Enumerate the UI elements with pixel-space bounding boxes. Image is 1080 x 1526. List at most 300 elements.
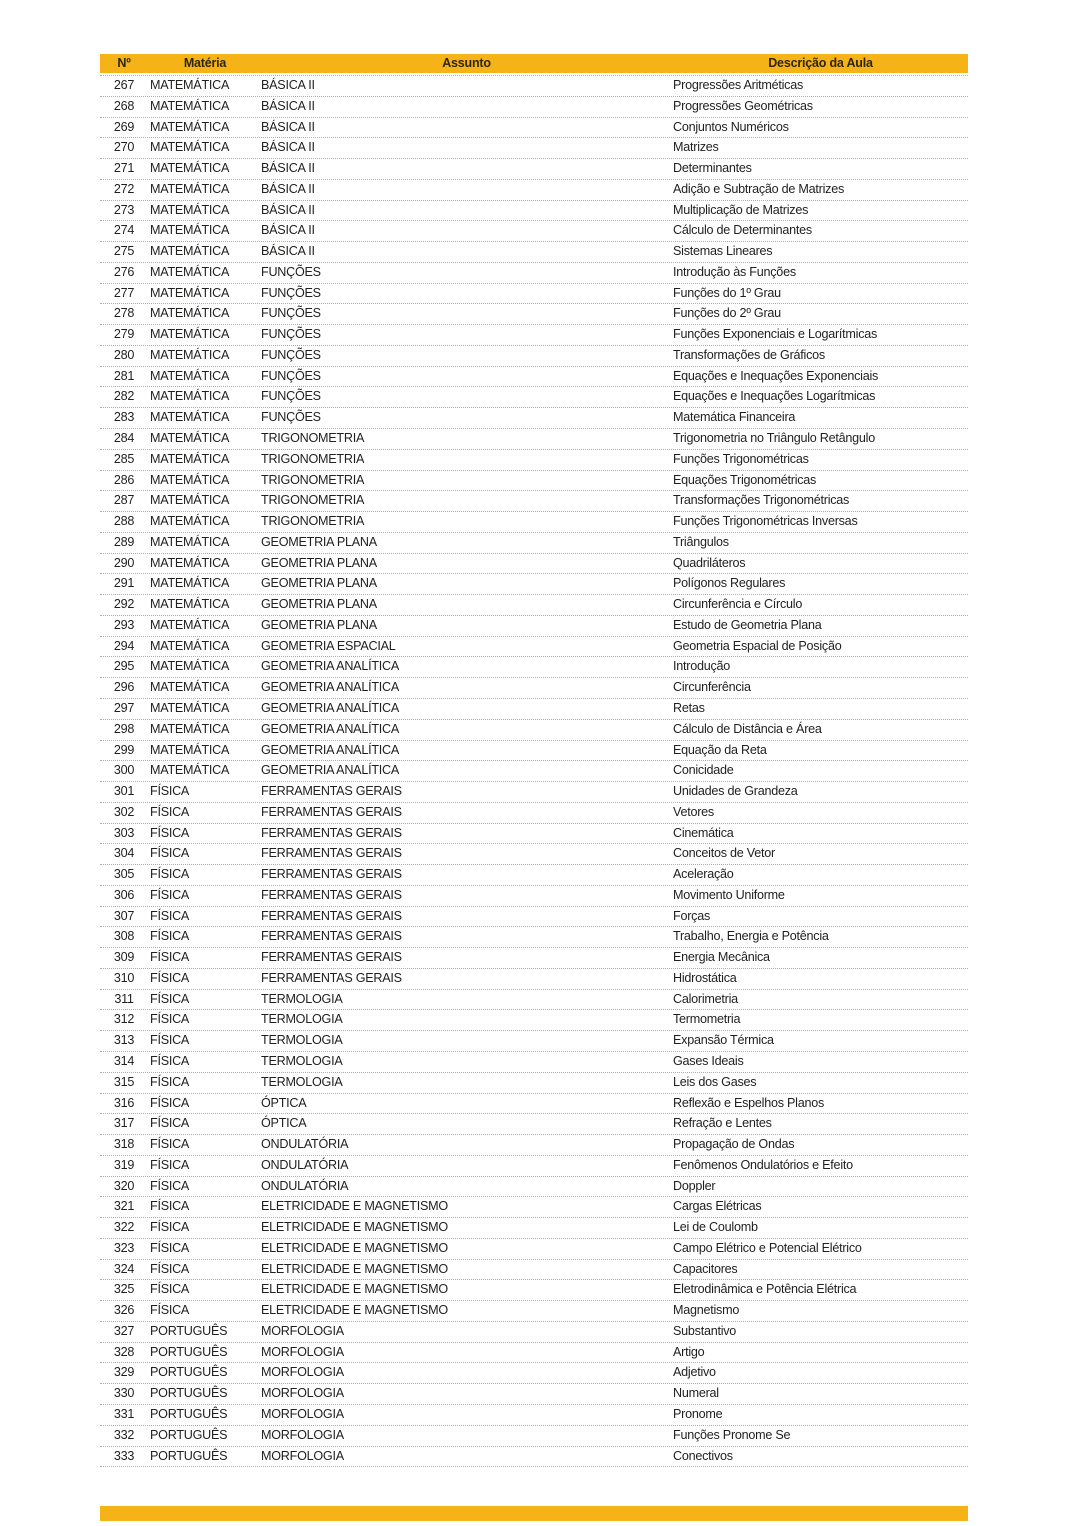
cell-assunto: ELETRICIDADE E MAGNETISMO — [261, 1240, 448, 1255]
cell-descricao: Determinantes — [673, 161, 752, 176]
cell-assunto: TERMOLOGIA — [261, 1053, 343, 1068]
cell-materia: MATEMÁTICA — [150, 285, 230, 300]
cell-numero: 270 — [113, 140, 135, 155]
course-schedule-table — [100, 54, 968, 1467]
cell-assunto: MORFOLOGIA — [261, 1407, 344, 1421]
cell-numero: 298 — [113, 721, 135, 736]
cell-materia: MATEMÁTICA — [150, 680, 230, 695]
cell-assunto: ELETRICIDADE E MAGNETISMO — [261, 1282, 448, 1297]
cell-descricao: Cinemática — [673, 825, 734, 840]
cell-descricao: Eletrodinâmica e Potência Elétrica — [673, 1282, 857, 1297]
cell-materia: FÍSICA — [150, 1095, 190, 1110]
table-row — [100, 782, 968, 803]
cell-descricao: Vetores — [673, 804, 714, 819]
table-row — [100, 408, 968, 429]
cell-descricao: Gases Ideais — [673, 1053, 744, 1068]
cell-descricao: Equação da Reta — [673, 742, 767, 757]
cell-assunto: GEOMETRIA ANALÍTICA — [261, 763, 400, 778]
cell-materia: MATEMÁTICA — [150, 514, 230, 529]
cell-assunto: BÁSICA II — [261, 161, 315, 176]
cell-descricao: Funções Trigonométricas Inversas — [673, 514, 858, 529]
table-row — [100, 1156, 968, 1177]
cell-descricao: Lei de Coulomb — [673, 1220, 758, 1235]
cell-materia: FÍSICA — [150, 1033, 190, 1048]
cell-assunto: GEOMETRIA PLANA — [261, 534, 377, 549]
cell-assunto: GEOMETRIA PLANA — [261, 597, 377, 612]
table-row — [100, 159, 968, 180]
cell-materia: MATEMÁTICA — [150, 202, 230, 217]
cell-descricao: Progressões Aritméticas — [673, 78, 804, 92]
cell-numero: 268 — [113, 98, 135, 113]
table-row — [100, 1031, 968, 1052]
cell-numero: 282 — [113, 389, 135, 404]
cell-assunto: TERMOLOGIA — [261, 1012, 343, 1027]
cell-assunto: FERRAMENTAS GERAIS — [261, 846, 402, 861]
cell-assunto: BÁSICA II — [261, 223, 315, 238]
table-row — [100, 657, 968, 678]
cell-assunto: FUNÇÕES — [261, 410, 321, 425]
cell-descricao: Reflexão e Espelhos Planos — [673, 1095, 825, 1110]
table-row — [100, 1239, 968, 1260]
cell-numero: 291 — [113, 576, 135, 591]
cell-descricao: Circunferência e Círculo — [673, 597, 803, 612]
cell-materia: MATEMÁTICA — [150, 493, 230, 508]
cell-descricao: Conectivos — [673, 1448, 733, 1463]
cell-assunto: ÓPTICA — [261, 1095, 307, 1110]
cell-assunto: FERRAMENTAS GERAIS — [261, 804, 402, 819]
cell-assunto: GEOMETRIA PLANA — [261, 576, 377, 591]
cell-assunto: FERRAMENTAS GERAIS — [261, 887, 402, 902]
cell-materia: FÍSICA — [150, 1053, 190, 1068]
cell-materia: FÍSICA — [150, 825, 190, 840]
table-row — [100, 574, 968, 595]
cell-materia: MATEMÁTICA — [150, 576, 230, 591]
column-header-assunto: Assunto — [442, 56, 491, 70]
cell-assunto: TERMOLOGIA — [261, 1033, 343, 1048]
cell-numero: 292 — [113, 597, 135, 612]
cell-materia: FÍSICA — [150, 846, 190, 861]
cell-numero: 324 — [113, 1261, 135, 1276]
cell-materia: FÍSICA — [150, 950, 190, 965]
cell-descricao: Retas — [673, 700, 705, 715]
cell-materia: MATEMÁTICA — [150, 119, 230, 134]
cell-materia: PORTUGUÊS — [150, 1427, 228, 1442]
table-row — [100, 1218, 968, 1239]
table-row — [100, 76, 968, 97]
cell-assunto: TRIGONOMETRIA — [261, 472, 365, 487]
table-row — [100, 616, 968, 637]
table-row — [100, 242, 968, 263]
cell-materia: MATEMÁTICA — [150, 264, 230, 279]
table-row — [100, 1301, 968, 1322]
cell-numero: 296 — [113, 680, 135, 695]
cell-assunto: ONDULATÓRIA — [261, 1178, 349, 1193]
cell-descricao: Cálculo de Determinantes — [673, 223, 812, 238]
cell-materia: PORTUGUÊS — [150, 1344, 228, 1359]
table-row — [100, 1197, 968, 1218]
cell-descricao: Cálculo de Distância e Área — [673, 721, 822, 736]
cell-numero: 307 — [113, 908, 135, 923]
cell-assunto: GEOMETRIA ANALÍTICA — [261, 742, 400, 757]
next-page-header-bar-partial — [100, 1506, 968, 1521]
cell-descricao: Magnetismo — [673, 1303, 740, 1318]
cell-descricao: Circunferência — [673, 680, 751, 695]
table-row — [100, 1405, 968, 1426]
cell-materia: FÍSICA — [150, 1137, 190, 1152]
cell-assunto: FERRAMENTAS GERAIS — [261, 825, 402, 840]
table-row — [100, 1384, 968, 1405]
cell-assunto: TERMOLOGIA — [261, 991, 343, 1006]
cell-numero: 319 — [113, 1157, 135, 1172]
cell-assunto: MORFOLOGIA — [261, 1323, 344, 1338]
cell-assunto: FUNÇÕES — [261, 389, 321, 404]
cell-descricao: Equações Trigonométricas — [673, 472, 817, 487]
cell-materia: PORTUGUÊS — [150, 1323, 228, 1338]
cell-numero: 274 — [113, 223, 135, 238]
cell-descricao: Propagação de Ondas — [673, 1137, 795, 1152]
cell-assunto: TRIGONOMETRIA — [261, 514, 365, 529]
cell-descricao: Termometria — [673, 1012, 741, 1027]
cell-numero: 267 — [113, 78, 135, 92]
cell-assunto: FERRAMENTAS GERAIS — [261, 908, 402, 923]
cell-materia: FÍSICA — [150, 1282, 190, 1297]
table-row — [100, 533, 968, 554]
table-row — [100, 678, 968, 699]
cell-numero: 295 — [113, 659, 135, 674]
cell-numero: 279 — [113, 327, 135, 342]
cell-numero: 318 — [113, 1137, 135, 1152]
table-row — [100, 927, 968, 948]
cell-materia: FÍSICA — [150, 1116, 190, 1131]
cell-materia: MATEMÁTICA — [150, 534, 230, 549]
cell-materia: MATEMÁTICA — [150, 161, 230, 176]
cell-materia: MATEMÁTICA — [150, 659, 230, 674]
cell-assunto: TERMOLOGIA — [261, 1074, 343, 1089]
cell-materia: FÍSICA — [150, 1012, 190, 1027]
cell-assunto: BÁSICA II — [261, 98, 315, 113]
cell-descricao: Pronome — [673, 1407, 723, 1421]
table-row — [100, 865, 968, 886]
cell-descricao: Geometria Espacial de Posição — [673, 638, 842, 653]
cell-materia: PORTUGUÊS — [150, 1448, 228, 1463]
cell-assunto: GEOMETRIA ANALÍTICA — [261, 700, 400, 715]
cell-assunto: ELETRICIDADE E MAGNETISMO — [261, 1220, 448, 1235]
cell-materia: FÍSICA — [150, 1220, 190, 1235]
cell-numero: 316 — [113, 1095, 135, 1110]
cell-numero: 284 — [113, 431, 135, 446]
cell-assunto: TRIGONOMETRIA — [261, 431, 365, 446]
cell-materia: FÍSICA — [150, 991, 190, 1006]
table-row — [100, 118, 968, 139]
cell-assunto: ÓPTICA — [261, 1116, 307, 1131]
cell-materia: MATEMÁTICA — [150, 368, 230, 383]
cell-descricao: Polígonos Regulares — [673, 576, 786, 591]
table-row — [100, 1280, 968, 1301]
cell-assunto: GEOMETRIA ANALÍTICA — [261, 680, 400, 695]
cell-materia: MATEMÁTICA — [150, 431, 230, 446]
cell-assunto: GEOMETRIA ESPACIAL — [261, 638, 396, 653]
table-row — [100, 471, 968, 492]
cell-numero: 330 — [113, 1386, 135, 1401]
cell-materia: PORTUGUÊS — [150, 1407, 228, 1421]
table-row — [100, 1363, 968, 1384]
cell-assunto: MORFOLOGIA — [261, 1448, 344, 1463]
cell-materia: MATEMÁTICA — [150, 638, 230, 653]
cell-descricao: Funções Pronome Se — [673, 1427, 791, 1442]
cell-numero: 322 — [113, 1220, 135, 1235]
cell-numero: 285 — [113, 451, 135, 466]
cell-descricao: Triângulos — [673, 534, 729, 549]
cell-assunto: FERRAMENTAS GERAIS — [261, 784, 402, 799]
cell-numero: 306 — [113, 887, 135, 902]
cell-descricao: Movimento Uniforme — [673, 887, 785, 902]
cell-descricao: Refração e Lentes — [673, 1116, 772, 1131]
cell-numero: 325 — [113, 1282, 135, 1297]
cell-assunto: MORFOLOGIA — [261, 1386, 344, 1401]
cell-materia: MATEMÁTICA — [150, 327, 230, 342]
cell-descricao: Capacitores — [673, 1261, 738, 1276]
cell-numero: 302 — [113, 804, 135, 819]
table-row — [100, 387, 968, 408]
table-row — [100, 201, 968, 222]
table-row — [100, 699, 968, 720]
cell-assunto: BÁSICA II — [261, 202, 315, 217]
cell-numero: 328 — [113, 1344, 135, 1359]
cell-materia: MATEMÁTICA — [150, 140, 230, 155]
table-row — [100, 1343, 968, 1364]
cell-materia: FÍSICA — [150, 1199, 190, 1214]
cell-numero: 332 — [113, 1427, 135, 1442]
cell-descricao: Conjuntos Numéricos — [673, 119, 789, 134]
table-row — [100, 1010, 968, 1031]
table-row — [100, 637, 968, 658]
cell-descricao: Fenômenos Ondulatórios e Efeito — [673, 1157, 853, 1172]
table-row — [100, 512, 968, 533]
table-row — [100, 304, 968, 325]
cell-assunto: GEOMETRIA ANALÍTICA — [261, 721, 400, 736]
cell-numero: 323 — [113, 1240, 135, 1255]
cell-materia: MATEMÁTICA — [150, 700, 230, 715]
cell-descricao: Numeral — [673, 1386, 719, 1401]
cell-descricao: Funções do 2º Grau — [673, 306, 781, 321]
table-row — [100, 803, 968, 824]
table-body — [100, 75, 968, 1467]
cell-assunto: FUNÇÕES — [261, 327, 321, 342]
cell-numero: 309 — [113, 950, 135, 965]
table-row — [100, 1114, 968, 1135]
table-row — [100, 1322, 968, 1343]
cell-materia: MATEMÁTICA — [150, 78, 230, 92]
cell-materia: PORTUGUÊS — [150, 1365, 228, 1380]
table-row — [100, 346, 968, 367]
cell-numero: 269 — [113, 119, 135, 134]
cell-materia: FÍSICA — [150, 1157, 190, 1172]
cell-materia: MATEMÁTICA — [150, 721, 230, 736]
cell-assunto: FUNÇÕES — [261, 285, 321, 300]
table-row — [100, 1260, 968, 1281]
cell-descricao: Unidades de Grandeza — [673, 784, 798, 799]
table-row — [100, 1094, 968, 1115]
cell-assunto: GEOMETRIA ANALÍTICA — [261, 659, 400, 674]
cell-descricao: Equações e Inequações Logarítmicas — [673, 389, 876, 404]
cell-descricao: Introdução — [673, 659, 731, 674]
cell-materia: FÍSICA — [150, 1074, 190, 1089]
cell-descricao: Quadriláteros — [673, 555, 746, 570]
cell-descricao: Cargas Elétricas — [673, 1199, 762, 1214]
table-row — [100, 907, 968, 928]
cell-numero: 321 — [113, 1199, 135, 1214]
cell-descricao: Conicidade — [673, 763, 734, 778]
cell-numero: 326 — [113, 1303, 135, 1318]
column-header-numero: Nº — [117, 56, 131, 70]
cell-descricao: Funções do 1º Grau — [673, 285, 781, 300]
cell-assunto: ELETRICIDADE E MAGNETISMO — [261, 1261, 448, 1276]
table-row — [100, 886, 968, 907]
table-row — [100, 824, 968, 845]
cell-assunto: FERRAMENTAS GERAIS — [261, 950, 402, 965]
cell-materia: MATEMÁTICA — [150, 223, 230, 238]
table-row — [100, 284, 968, 305]
cell-descricao: Equações e Inequações Exponenciais — [673, 368, 879, 383]
cell-materia: FÍSICA — [150, 784, 190, 799]
table-row — [100, 969, 968, 990]
cell-assunto: ONDULATÓRIA — [261, 1137, 349, 1152]
cell-numero: 331 — [113, 1407, 135, 1421]
cell-numero: 278 — [113, 306, 135, 321]
cell-numero: 329 — [113, 1365, 135, 1380]
cell-descricao: Trabalho, Energia e Potência — [673, 929, 829, 944]
table-row — [100, 1426, 968, 1447]
cell-numero: 301 — [113, 784, 135, 799]
cell-numero: 272 — [113, 181, 135, 196]
cell-materia: MATEMÁTICA — [150, 244, 230, 259]
cell-materia: FÍSICA — [150, 929, 190, 944]
table-row — [100, 554, 968, 575]
cell-numero: 299 — [113, 742, 135, 757]
table-row — [100, 948, 968, 969]
cell-descricao: Estudo de Geometria Plana — [673, 617, 822, 632]
cell-materia: FÍSICA — [150, 867, 190, 882]
table-row — [100, 221, 968, 242]
table-row — [100, 595, 968, 616]
cell-assunto: FUNÇÕES — [261, 368, 321, 383]
cell-assunto: ONDULATÓRIA — [261, 1157, 349, 1172]
cell-descricao: Adjetivo — [673, 1365, 716, 1380]
cell-assunto: BÁSICA II — [261, 140, 315, 155]
cell-assunto: FUNÇÕES — [261, 264, 321, 279]
cell-descricao: Transformações Trigonométricas — [673, 493, 850, 508]
cell-assunto: FERRAMENTAS GERAIS — [261, 970, 402, 985]
table-row — [100, 138, 968, 159]
cell-descricao: Introdução às Funções — [673, 264, 796, 279]
cell-descricao: Adição e Subtração de Matrizes — [673, 181, 845, 196]
cell-materia: MATEMÁTICA — [150, 347, 230, 362]
cell-numero: 283 — [113, 410, 135, 425]
cell-numero: 311 — [114, 991, 134, 1006]
table-row — [100, 844, 968, 865]
cell-numero: 273 — [113, 202, 135, 217]
cell-descricao: Progressões Geométricas — [673, 98, 813, 113]
cell-numero: 297 — [113, 700, 135, 715]
cell-descricao: Matemática Financeira — [673, 410, 796, 425]
cell-assunto: GEOMETRIA PLANA — [261, 555, 377, 570]
cell-descricao: Funções Trigonométricas — [673, 451, 809, 466]
cell-descricao: Hidrostática — [673, 970, 737, 985]
cell-materia: FÍSICA — [150, 1303, 190, 1318]
table-row — [100, 1052, 968, 1073]
cell-materia: MATEMÁTICA — [150, 98, 230, 113]
cell-materia: FÍSICA — [150, 1261, 190, 1276]
cell-numero: 289 — [113, 534, 135, 549]
cell-numero: 286 — [113, 472, 135, 487]
cell-materia: FÍSICA — [150, 804, 190, 819]
cell-materia: PORTUGUÊS — [150, 1386, 228, 1401]
cell-assunto: ELETRICIDADE E MAGNETISMO — [261, 1303, 448, 1318]
cell-numero: 312 — [113, 1012, 135, 1027]
table-row — [100, 263, 968, 284]
table-row — [100, 1135, 968, 1156]
cell-numero: 287 — [113, 493, 135, 508]
cell-materia: MATEMÁTICA — [150, 555, 230, 570]
cell-materia: FÍSICA — [150, 1240, 190, 1255]
cell-materia: MATEMÁTICA — [150, 763, 230, 778]
cell-numero: 281 — [113, 368, 135, 383]
cell-assunto: FUNÇÕES — [261, 306, 321, 321]
cell-numero: 294 — [113, 638, 135, 653]
cell-assunto: ELETRICIDADE E MAGNETISMO — [261, 1199, 448, 1214]
cell-numero: 290 — [113, 555, 135, 570]
cell-descricao: Funções Exponenciais e Logarítmicas — [673, 327, 878, 342]
cell-descricao: Calorimetria — [673, 991, 738, 1006]
cell-numero: 305 — [113, 867, 135, 882]
cell-materia: MATEMÁTICA — [150, 181, 230, 196]
table-row — [100, 761, 968, 782]
cell-descricao: Artigo — [673, 1344, 705, 1359]
table-row — [100, 1447, 968, 1468]
cell-numero: 280 — [113, 347, 135, 362]
cell-materia: MATEMÁTICA — [150, 389, 230, 404]
cell-numero: 313 — [113, 1033, 135, 1048]
cell-assunto: FERRAMENTAS GERAIS — [261, 867, 402, 882]
table-row — [100, 1073, 968, 1094]
cell-materia: MATEMÁTICA — [150, 472, 230, 487]
cell-assunto: TRIGONOMETRIA — [261, 493, 365, 508]
cell-numero: 304 — [113, 846, 135, 861]
cell-numero: 315 — [113, 1074, 135, 1089]
cell-materia: MATEMÁTICA — [150, 410, 230, 425]
cell-assunto: BÁSICA II — [261, 78, 315, 92]
cell-numero: 277 — [113, 285, 135, 300]
cell-numero: 320 — [113, 1178, 135, 1193]
table-row — [100, 429, 968, 450]
cell-materia: MATEMÁTICA — [150, 451, 230, 466]
cell-materia: MATEMÁTICA — [150, 742, 230, 757]
table-row — [100, 491, 968, 512]
cell-materia: FÍSICA — [150, 908, 190, 923]
cell-numero: 271 — [113, 161, 135, 176]
cell-numero: 327 — [113, 1323, 135, 1338]
table-row — [100, 450, 968, 471]
cell-descricao: Energia Mecânica — [673, 950, 770, 965]
cell-descricao: Leis dos Gases — [673, 1074, 757, 1089]
cell-numero: 293 — [113, 617, 135, 632]
cell-assunto: TRIGONOMETRIA — [261, 451, 365, 466]
cell-descricao: Campo Elétrico e Potencial Elétrico — [673, 1240, 862, 1255]
table-row — [100, 720, 968, 741]
cell-assunto: MORFOLOGIA — [261, 1344, 344, 1359]
cell-assunto: FUNÇÕES — [261, 347, 321, 362]
column-header-materia: Matéria — [183, 56, 227, 70]
